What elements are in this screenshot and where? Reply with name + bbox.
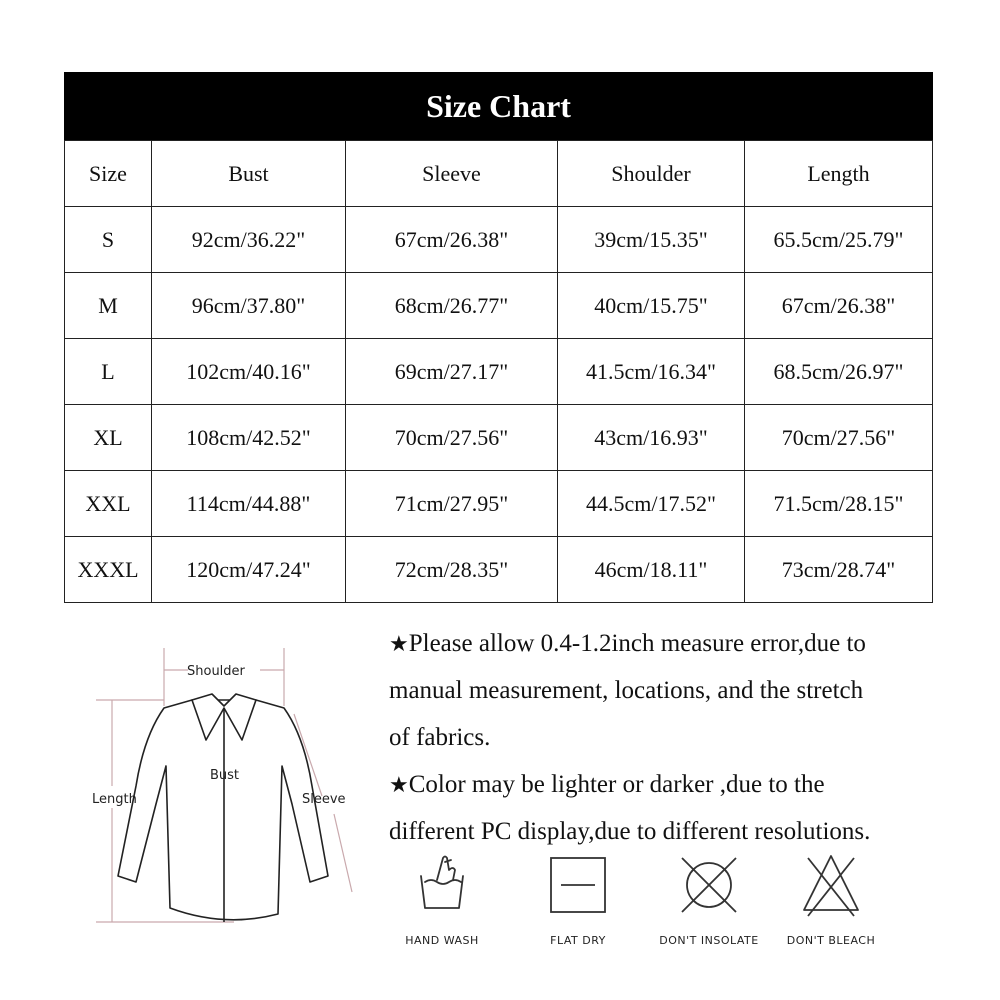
- cell-size: XXXL: [65, 537, 152, 603]
- table-row: [65, 207, 933, 273]
- notes-section: [389, 620, 949, 855]
- header-sleeve: Sleeve: [346, 141, 558, 207]
- cell-size: XL: [65, 405, 152, 471]
- cell-length: 67cm/26.38": [745, 273, 933, 339]
- cell-sleeve: 68cm/26.77": [346, 273, 558, 339]
- shirt-measurement-diagram: [84, 636, 374, 936]
- table-row: [65, 471, 933, 537]
- table-row: [65, 405, 933, 471]
- table-row: [65, 537, 933, 603]
- header-length: Length: [745, 141, 933, 207]
- label-shoulder: Shoulder: [187, 664, 245, 679]
- cell-length: 65.5cm/25.79": [745, 207, 933, 273]
- cell-bust: 120cm/47.24": [152, 537, 346, 603]
- no-bleach-icon: [796, 850, 866, 920]
- cell-sleeve: 67cm/26.38": [346, 207, 558, 273]
- table-header-row: [65, 141, 933, 207]
- hand-wash-label: HAND WASH: [405, 934, 479, 947]
- header-shoulder: Shoulder: [558, 141, 745, 207]
- table-row: [65, 273, 933, 339]
- cell-shoulder: 46cm/18.11": [558, 537, 745, 603]
- care-dont-insolate: [649, 850, 769, 960]
- flat-dry-label: FLAT DRY: [550, 934, 606, 947]
- cell-size: L: [65, 339, 152, 405]
- note-line: manual measurement, locations, and the stretch: [389, 677, 864, 704]
- cell-size: S: [65, 207, 152, 273]
- cell-shoulder: 39cm/15.35": [558, 207, 745, 273]
- cell-bust: 92cm/36.22": [152, 207, 346, 273]
- label-sleeve: Sleeve: [302, 792, 346, 807]
- note-line: ★Color may be lighter or darker ,due to the: [389, 771, 825, 798]
- cell-length: 70cm/27.56": [745, 405, 933, 471]
- cell-sleeve: 71cm/27.95": [346, 471, 558, 537]
- table-row: [65, 339, 933, 405]
- header-size: Size: [65, 141, 152, 207]
- cell-sleeve: 70cm/27.56": [346, 405, 558, 471]
- cell-sleeve: 72cm/28.35": [346, 537, 558, 603]
- care-hand-wash: [382, 850, 502, 960]
- star-icon: ★: [389, 631, 409, 656]
- cell-size: XXL: [65, 471, 152, 537]
- note-line: different PC display,due to different resolutions.: [389, 818, 871, 845]
- no-sun-icon: [674, 850, 744, 920]
- size-chart-table: [64, 72, 933, 603]
- cell-shoulder: 41.5cm/16.34": [558, 339, 745, 405]
- shirt-outline: [118, 694, 328, 922]
- cell-sleeve: 69cm/27.17": [346, 339, 558, 405]
- cell-bust: 114cm/44.88": [152, 471, 346, 537]
- cell-length: 71.5cm/28.15": [745, 471, 933, 537]
- note-line: of fabrics.: [389, 724, 491, 751]
- cell-size: M: [65, 273, 152, 339]
- dont-bleach-label: DON'T BLEACH: [786, 934, 876, 947]
- label-bust: Bust: [210, 768, 240, 783]
- label-length: Length: [92, 792, 137, 807]
- cell-length: 73cm/28.74": [745, 537, 933, 603]
- hand-wash-icon: [407, 850, 477, 920]
- star-icon: ★: [389, 772, 409, 797]
- flat-dry-icon: [543, 850, 613, 920]
- cell-shoulder: 40cm/15.75": [558, 273, 745, 339]
- cell-bust: 102cm/40.16": [152, 339, 346, 405]
- cell-bust: 96cm/37.80": [152, 273, 346, 339]
- note-line: ★Please allow 0.4-1.2inch measure error,due to: [389, 630, 866, 657]
- cell-shoulder: 43cm/16.93": [558, 405, 745, 471]
- cell-bust: 108cm/42.52": [152, 405, 346, 471]
- header-bust: Bust: [152, 141, 346, 207]
- care-flat-dry: [518, 850, 638, 960]
- size-chart-title: Size Chart: [64, 72, 933, 140]
- cell-length: 68.5cm/26.97": [745, 339, 933, 405]
- cell-shoulder: 44.5cm/17.52": [558, 471, 745, 537]
- care-dont-bleach: [771, 850, 891, 960]
- dont-insolate-label: DON'T INSOLATE: [659, 934, 759, 947]
